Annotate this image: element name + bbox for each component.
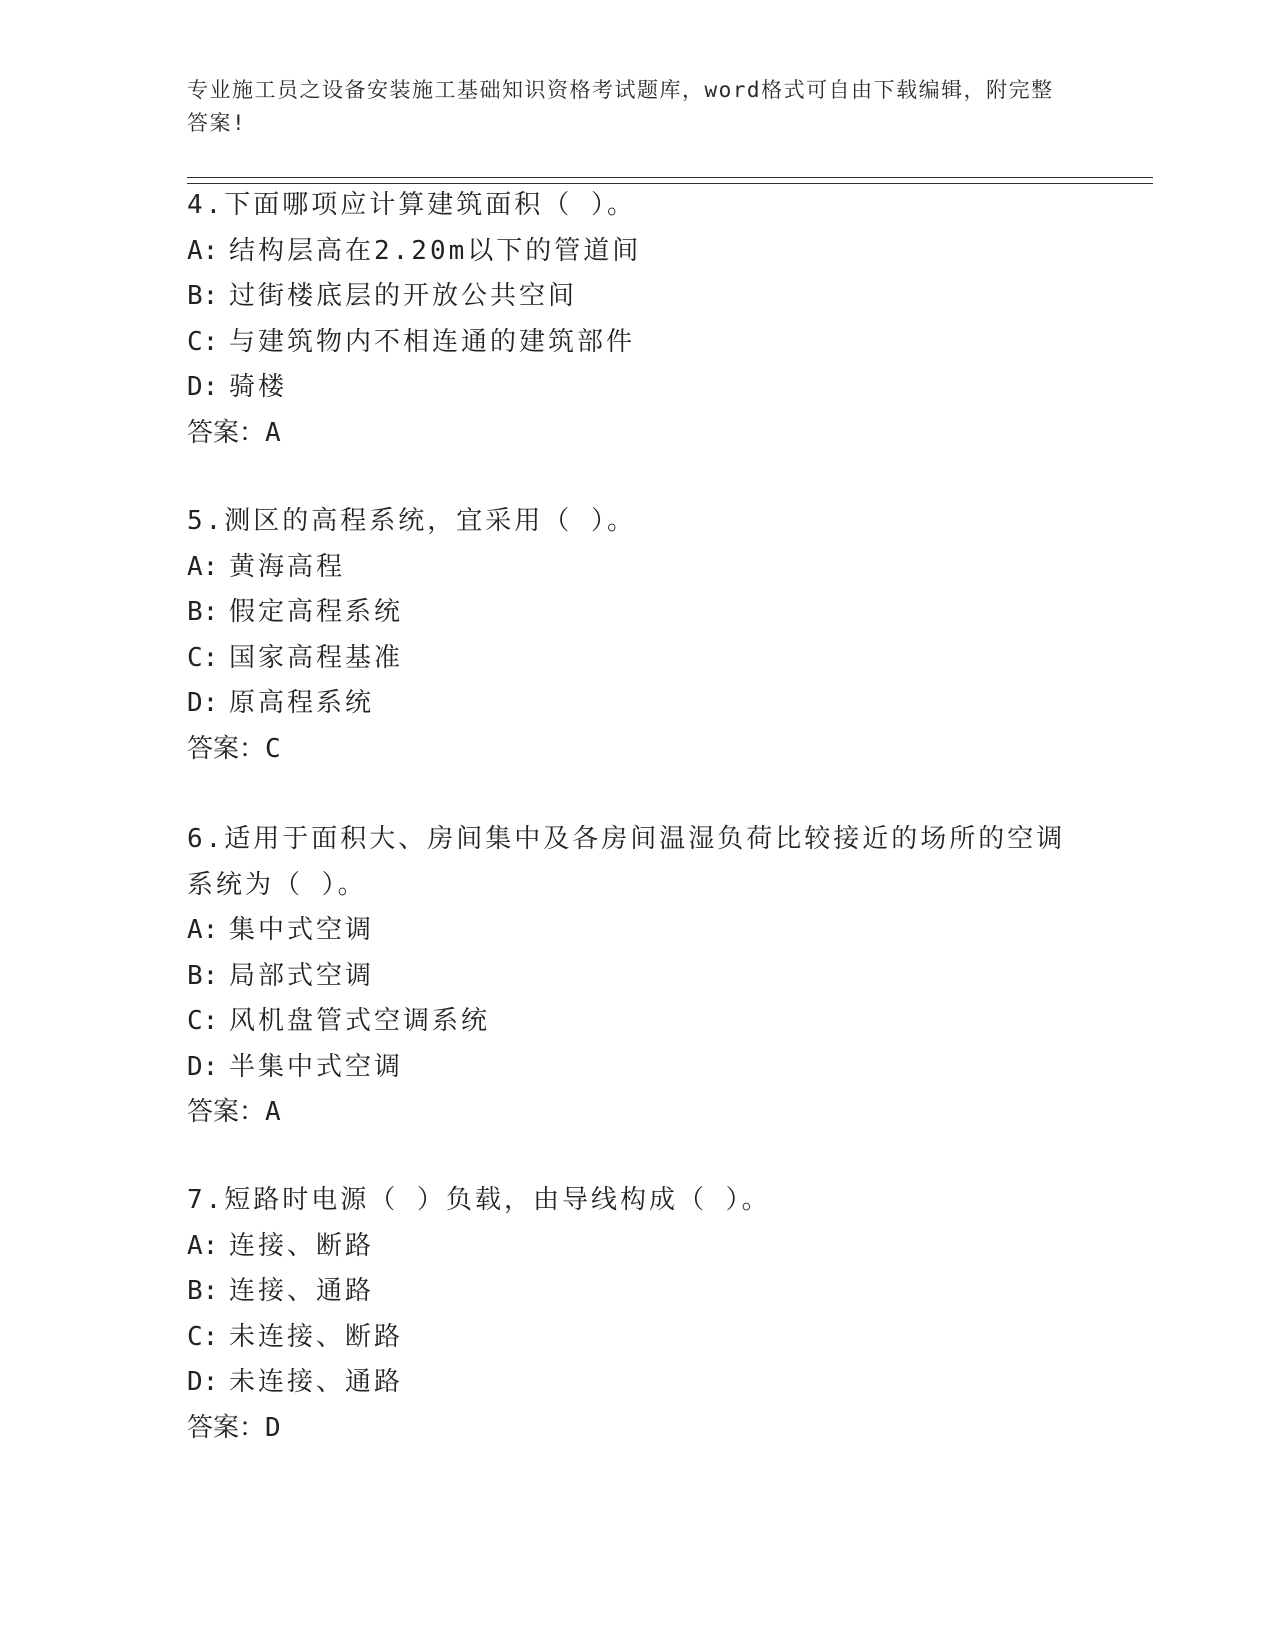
question-6	[187, 817, 1087, 1136]
option-text: 未连接、断路	[229, 1321, 404, 1352]
answer-value: D	[265, 1412, 281, 1443]
option-b	[187, 590, 1087, 636]
answer-label: 答案：	[187, 1412, 266, 1443]
option-letter: D:	[187, 372, 219, 402]
option-letter: C:	[187, 1006, 219, 1036]
option-d	[187, 1045, 1087, 1091]
answer-line	[187, 1406, 1087, 1452]
option-text: 骑楼	[229, 372, 288, 402]
question-stem: 4.下面哪项应计算建筑面积（ ）。	[187, 190, 636, 220]
header-divider-top	[187, 177, 1153, 178]
option-c	[187, 999, 1087, 1045]
option-text: 连接、通路	[229, 1276, 375, 1306]
option-a	[187, 545, 1087, 591]
answer-line	[187, 411, 1087, 457]
option-a	[187, 908, 1087, 954]
option-text: 与建筑物内不相连通的建筑部件	[229, 326, 636, 357]
option-text: 国家高程基准	[229, 642, 404, 673]
answer-line	[187, 727, 1087, 773]
answer-label: 答案：	[187, 1097, 266, 1127]
option-letter: A:	[187, 1230, 219, 1261]
answer-value: A	[265, 417, 281, 448]
option-a	[187, 1224, 1087, 1270]
option-letter: A:	[187, 551, 219, 582]
option-text: 结构层高在2.20m以下的管道间	[229, 235, 642, 266]
option-c	[187, 320, 1087, 366]
option-text: 半集中式空调	[229, 1051, 404, 1082]
question-stem: 6.适用于面积大、房间集中及各房间温湿负荷比较接近的场所的空调系统为（ ）。	[187, 824, 1066, 900]
option-letter: D:	[187, 688, 219, 718]
option-letter: C:	[187, 326, 219, 357]
option-b	[187, 1269, 1087, 1315]
option-b	[187, 954, 1087, 1000]
option-letter: B:	[187, 597, 219, 627]
question-5	[187, 499, 1087, 772]
answer-value: C	[265, 733, 281, 764]
answer-label: 答案：	[187, 733, 266, 764]
answer-value: A	[265, 1097, 281, 1127]
option-text: 连接、断路	[229, 1230, 375, 1261]
option-text: 风机盘管式空调系统	[229, 1006, 491, 1036]
option-d	[187, 681, 1087, 727]
option-text: 局部式空调	[229, 960, 375, 991]
option-letter: A:	[187, 915, 219, 945]
option-letter: D:	[187, 1051, 219, 1082]
question-stem: 7.短路时电源（ ）负载，由导线构成（ ）。	[187, 1185, 771, 1215]
option-d	[187, 365, 1087, 411]
option-letter: B:	[187, 1276, 219, 1306]
option-b	[187, 274, 1087, 320]
option-text: 未连接、通路	[229, 1367, 404, 1397]
option-text: 过街楼底层的开放公共空间	[229, 281, 578, 311]
answer-line	[187, 1090, 1087, 1136]
document-header: 专业施工员之设备安装施工基础知识资格考试题库，word格式可自由下载编辑，附完整答案!	[187, 78, 1054, 135]
question-4	[187, 183, 1087, 456]
option-a	[187, 229, 1087, 275]
option-d	[187, 1360, 1087, 1406]
option-letter: B:	[187, 960, 219, 991]
question-stem: 5.测区的高程系统，宜采用（ ）。	[187, 506, 636, 536]
option-letter: A:	[187, 235, 219, 266]
option-letter: D:	[187, 1367, 219, 1397]
option-text: 原高程系统	[229, 688, 375, 718]
option-letter: B:	[187, 281, 219, 311]
option-letter: C:	[187, 1321, 219, 1352]
option-text: 假定高程系统	[229, 597, 404, 627]
question-7	[187, 1178, 1087, 1451]
option-c	[187, 636, 1087, 682]
option-text: 黄海高程	[229, 551, 346, 582]
option-text: 集中式空调	[229, 915, 375, 945]
answer-label: 答案：	[187, 417, 266, 448]
option-c	[187, 1315, 1087, 1361]
option-letter: C:	[187, 642, 219, 673]
